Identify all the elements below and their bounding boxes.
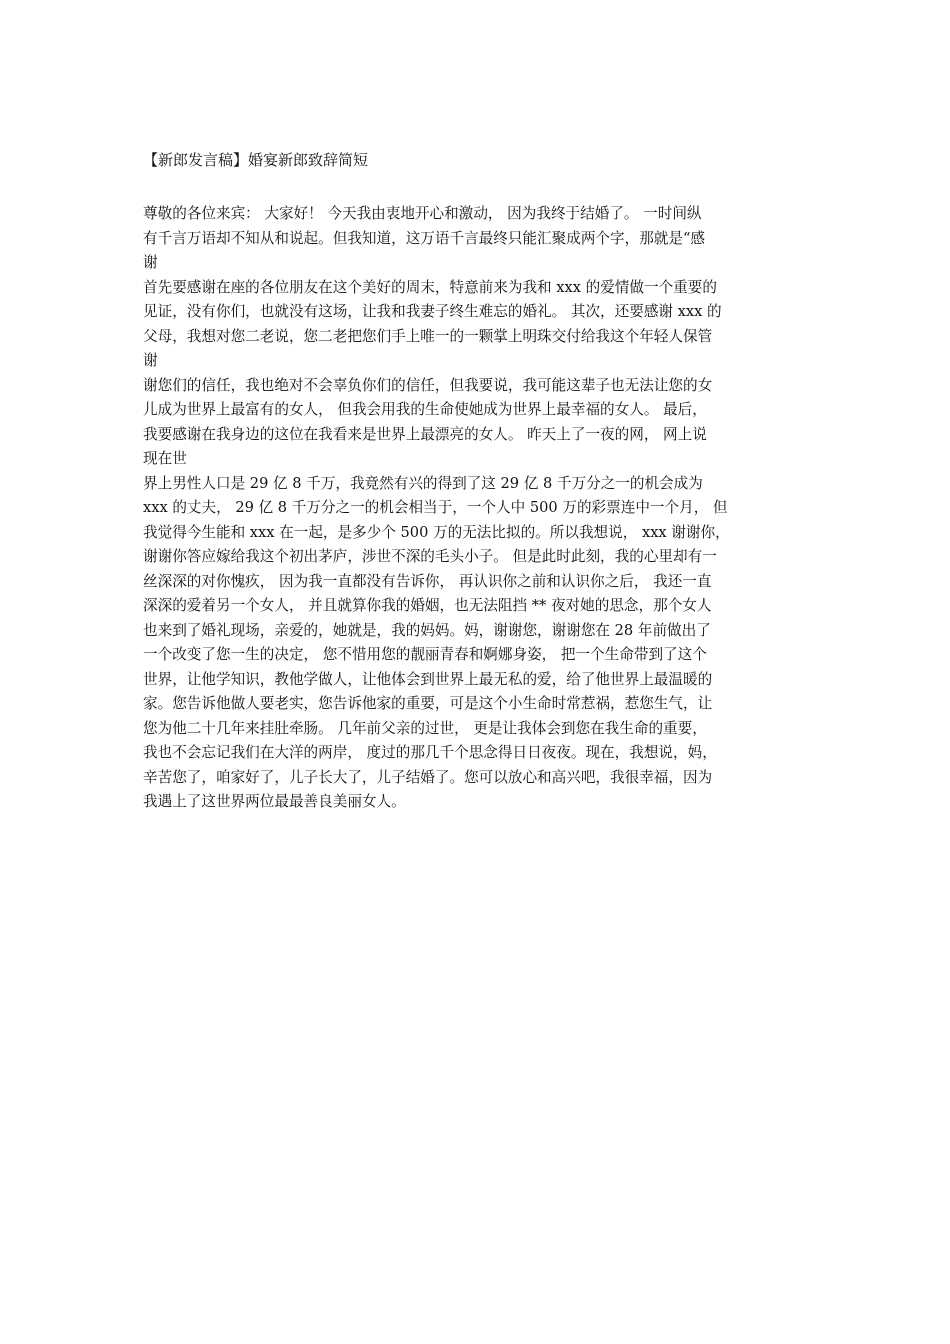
body-line: 我要感谢在我身边的这位在我看来是世界上最漂亮的女人。 昨天上了一夜的网， 网上说 [143, 425, 707, 443]
document-body [143, 202, 808, 815]
document-title: 【新郎发言稿】婚宴新郎致辞简短 [143, 151, 369, 169]
body-line: xxx 的丈夫， 29 亿 8 千万分之一的机会相当于，一个人中 500 万的彩票连中一个月， 但 [143, 499, 728, 516]
body-line: 现在世 [143, 450, 187, 467]
body-line: 丝深深的对你愧疚， 因为我一直都没有告诉你， 再认识你之前和认识你之后， 我还一直 [143, 572, 712, 590]
body-line: 深深的爱着另一个女人， 并且就算你我的婚姻，也无法阻挡 ** 夜对她的思念，那个女人 [143, 597, 712, 614]
body-line: 世界，让他学知识，教他学做人，让他体会到世界上最无私的爱，给了他世界上最温暖的 [143, 670, 713, 688]
body-line: 首先要感谢在座的各位朋友在这个美好的周末，特意前来为我和 xxx 的爱情做一个重要的 [143, 278, 717, 296]
body-line: 辛苦您了，咱家好了，儿子长大了，儿子结婚了。您可以放心和高兴吧，我很幸福，因为 [143, 768, 713, 786]
body-line: 我也不会忘记我们在大洋的两岸， 度过的那几千个思念得日日夜夜。现在，我想说，妈， [143, 744, 717, 761]
body-line: 一个改变了您一生的决定， 您不惜用您的靓丽青春和婀娜身姿， 把一个生命带到了这个 [143, 646, 707, 663]
body-line: 有千言万语却不知从和说起。但我知道，这万语千言最终只能汇聚成两个字，那就是“感 [143, 229, 706, 247]
body-line: 也来到了婚礼现场，亲爱的，她就是，我的妈妈。妈，谢谢您，谢谢您在 28 年前做出了 [143, 621, 711, 639]
body-line: 界上男性人口是 29 亿 8 千万，我竟然有兴的得到了这 29 亿 8 千万分之一的机会成为 [143, 474, 703, 492]
body-line: 谢 [143, 352, 158, 369]
body-line: 儿成为世界上最富有的女人， 但我会用我的生命使她成为世界上最幸福的女人。 最后， [143, 401, 707, 418]
body-line: 我觉得今生能和 xxx 在一起，是多少个 500 万的无法比拟的。所以我想说， xxx 谢谢你， [143, 523, 730, 541]
body-line: 谢谢你答应嫁给我这个初出茅庐，涉世不深的毛头小子。 但是此时此刻，我的心里却有一 [143, 548, 717, 565]
body-line: 我遇上了这世界两位最最善良美丽女人。 [143, 793, 406, 810]
body-line: 谢您们的信任，我也绝对不会辜负你们的信任，但我要说，我可能这辈子也无法让您的女 [143, 376, 713, 394]
body-line: 见证，没有你们，也就没有这场，让我和我妻子终生难忘的婚礼。 其次，还要感谢 xxx 的 [143, 303, 722, 320]
body-line: 家。您告诉他做人要老实，您告诉他家的重要，可是这个小生命时常惹祸，惹您生气，让 [143, 695, 713, 712]
body-line: 您为他二十几年来挂肚牵肠。 几年前父亲的过世， 更是让我体会到您在我生命的重要， [143, 719, 707, 737]
body-line: 谢 [143, 254, 158, 271]
body-line: 父母，我想对您二老说，您二老把您们手上唯一的一颗掌上明珠交付给我这个年轻人保管 [143, 327, 713, 345]
body-line: 尊敬的各位来宾： 大家好！ 今天我由衷地开心和激动， 因为我终于结婚了。 一时间纵 [143, 205, 702, 222]
